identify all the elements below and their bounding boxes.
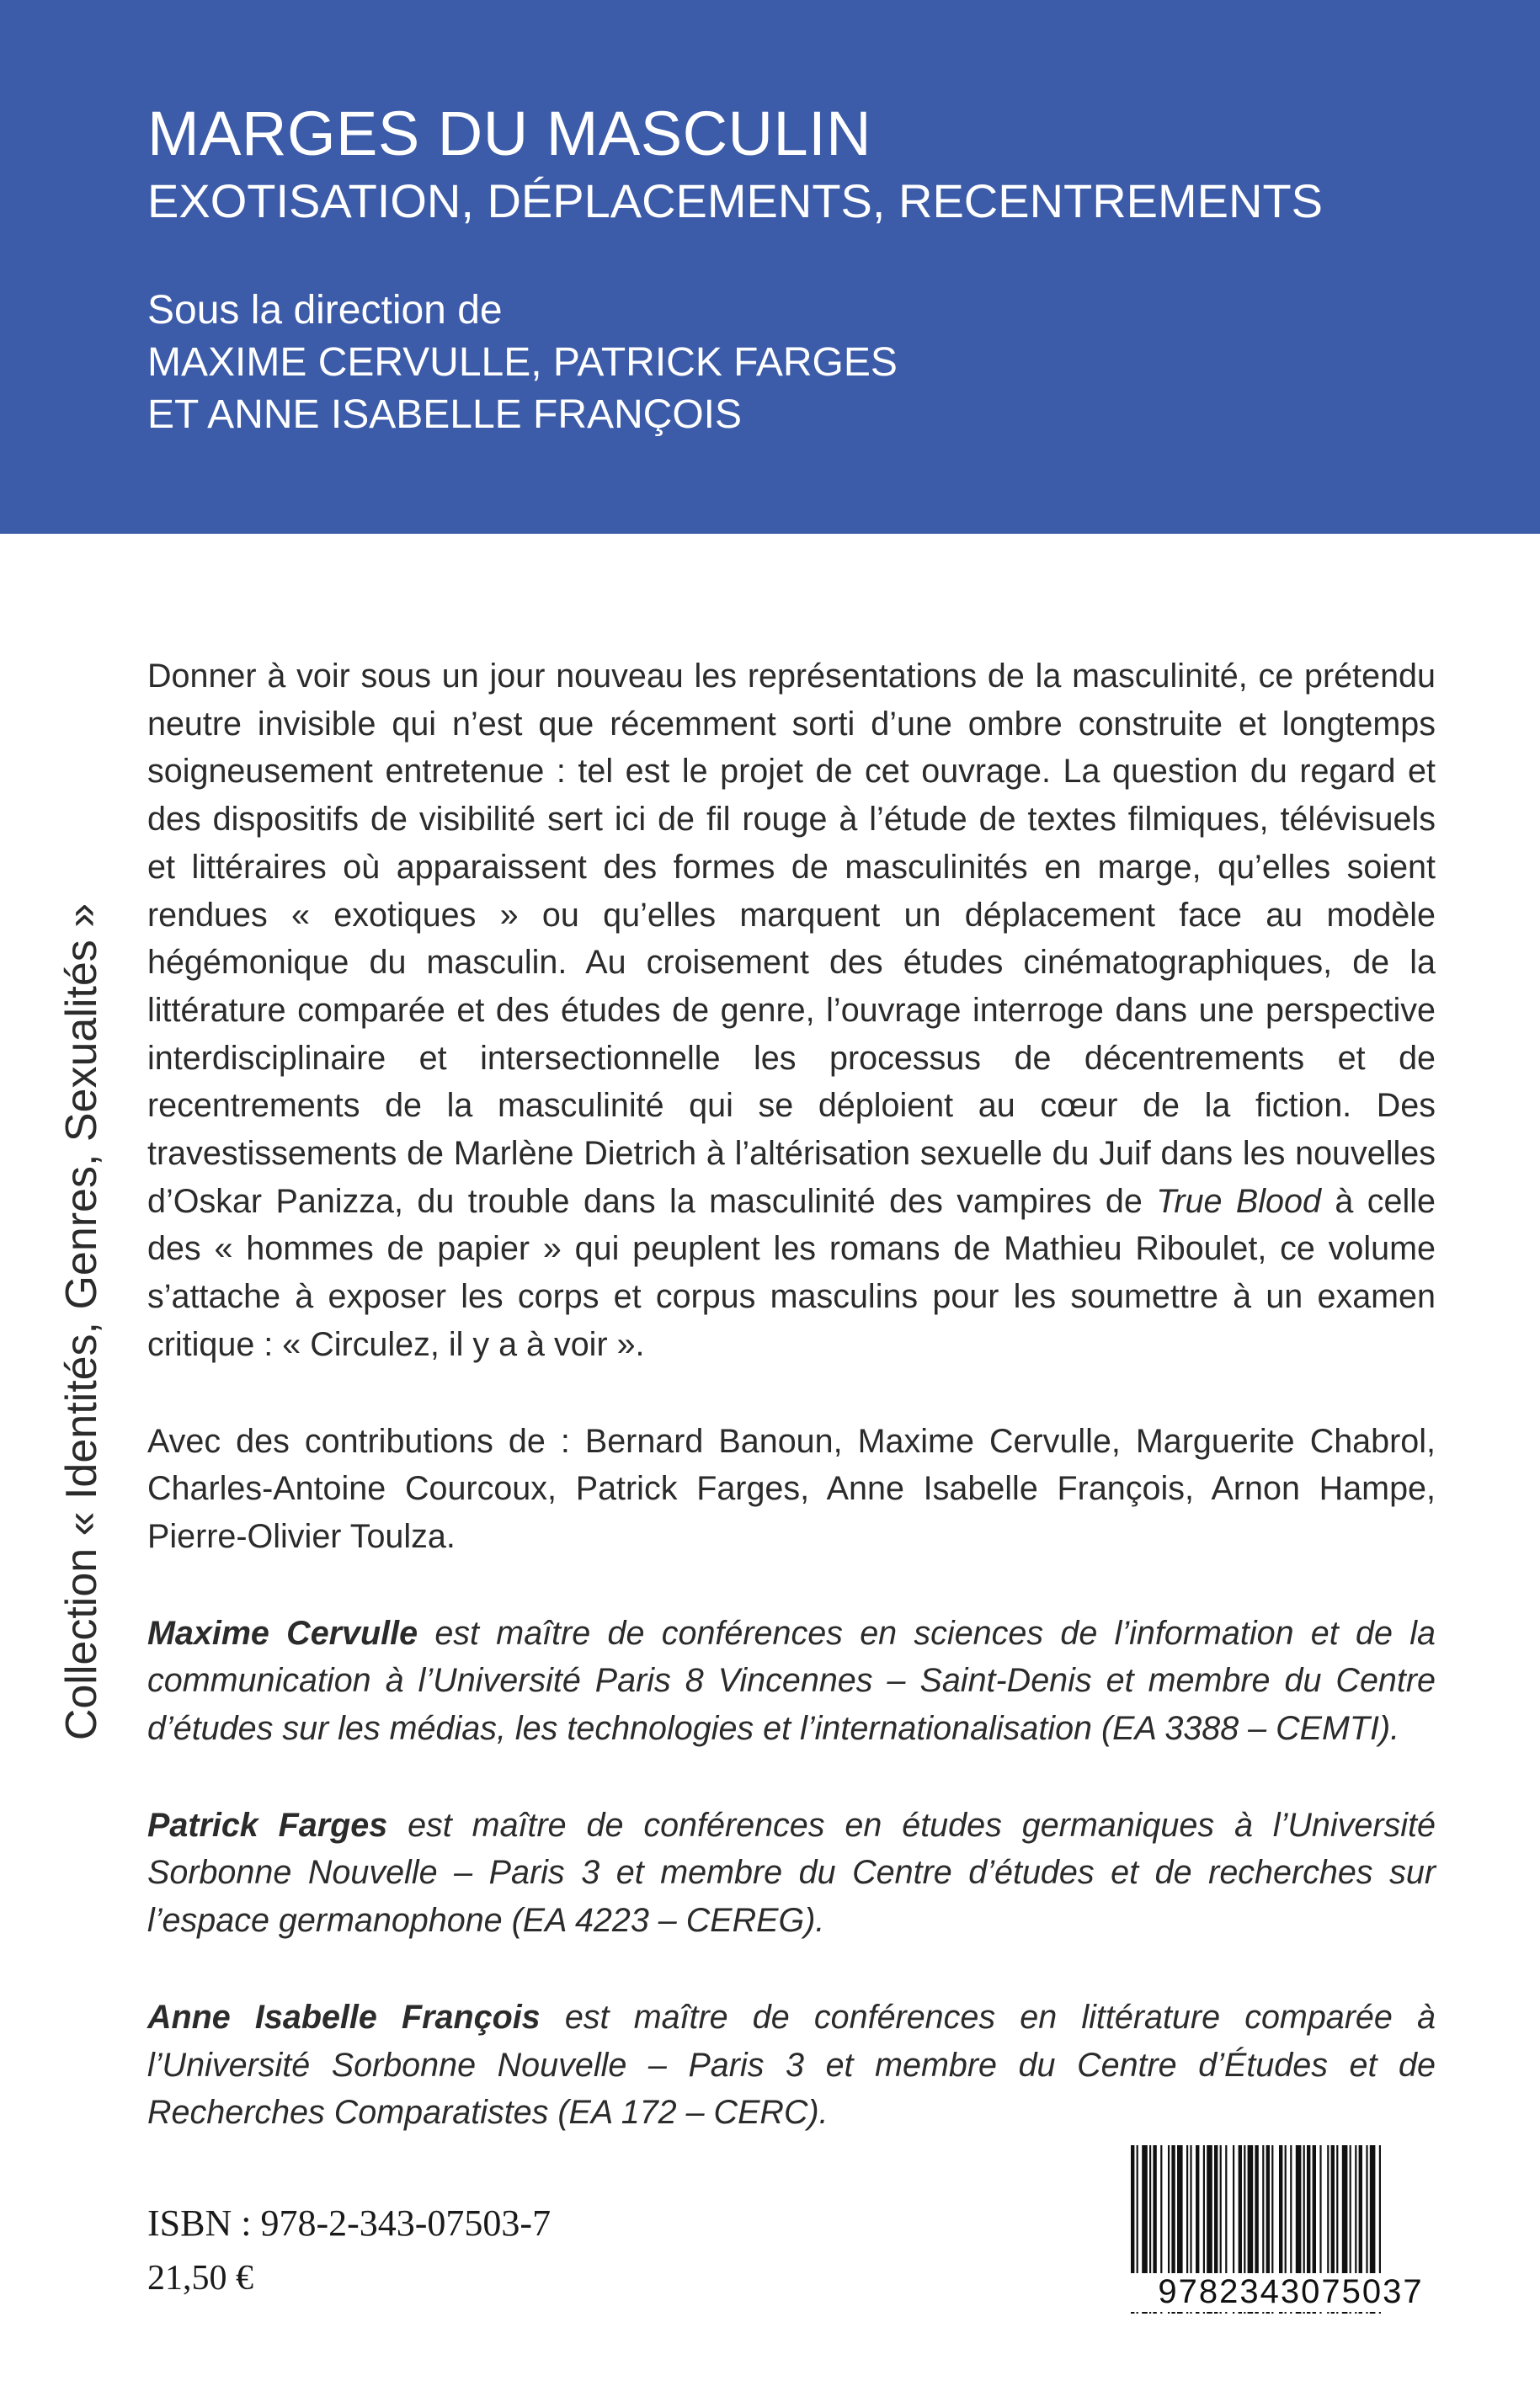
collection-label — [44, 884, 120, 1760]
direction-intro: Sous la direction de — [147, 288, 503, 333]
editors-line-1: MAXIME CERVULLE, PATRICK FARGES — [147, 340, 898, 385]
book-title: MARGES DU MASCULIN — [147, 99, 872, 168]
bio-cervulle — [147, 1610, 1436, 1753]
price: 21,50 € — [147, 2259, 253, 2298]
book-subtitle: EXOTISATION, DÉPLACEMENTS, RECENTREMENTS — [147, 174, 1324, 227]
isbn: ISBN : 978-2-343-07503-7 — [147, 2202, 552, 2244]
bio-francois — [147, 1994, 1436, 2137]
editors-line-2: ET ANNE ISABELLE FRANÇOIS — [147, 392, 743, 437]
bio-name: Anne Isabelle François — [147, 1998, 541, 2036]
summary-title-italic: True Blood — [1156, 1182, 1321, 1220]
bio-farges — [147, 1802, 1436, 1945]
editors-block — [147, 285, 898, 441]
summary-text-a: Donner à voir sous un jour nouveau les représentations de la masculinité, ce prétendu neutre invisible qui n’est que récemment sorti d’une ombre construite et longtemps soigneusement entretenue : tel est le projet de cet ouvrage. La question du regard et des dispositifs de visibilité sert ici de fil rouge à l’étude de textes filmiques, télévisuels et littéraires où apparaissent des formes de masculinités en marge, qu’elles soient rendues « exotiques » ou qu’elles marquent un déplacement face au modèle hégémonique du masculin. Au croisement des études cinématographiques, de la littérature comparée et des études de genre, l’ouvrage interroge dans une perspective interdisciplinaire et intersectionnelle les processus de décentrements et de recentrements de la masculinité qui se déploient au cœur de la fiction. Des travestissements de Marlène Dietrich à l’altérisation sexuelle du Juif dans les nouvelles d’Oskar Panizza, du trouble dans la masculinité des vampires de — [147, 658, 1436, 1220]
bio-text: est maître de conférences en études germaniques à l’Université Sorbonne Nouvelle – Paris 3 et membre du Centre d’études et de recherches sur l’espace germanophone (EA 4223 – CEREG). — [147, 1806, 1436, 1940]
bio-text: est maître de conférences en sciences de l’information et de la communication à l’Université Paris 8 Vincennes – Saint-Denis et membre du Centre d’études sur les médias, les technologies et l’internationalisation (EA 3388 – CEMTI). — [147, 1614, 1436, 1748]
barcode-number: 9782343075037 — [1101, 2273, 1480, 2312]
summary-text-b: à celle des « hommes de papier » qui peuplent les romans de Mathieu Riboulet, ce volume s’attache à exposer les corps et corpus masculins pour les soumettre à un examen critique : « Circulez, il y a à voir ». — [147, 1182, 1436, 1363]
contributors-paragraph: Avec des contributions de : Bernard Banoun, Maxime Cervulle, Marguerite Chabrol, Charles-Antoine Courcoux, Patrick Farges, Anne Isabelle François, Arnon Hampe, Pierre-Olivier Toulza. — [147, 1422, 1436, 1555]
bio-name: Patrick Farges — [147, 1806, 388, 1844]
summary-paragraph — [147, 652, 1436, 1369]
back-cover-text — [147, 652, 1436, 2137]
bio-text: est maître de conférences en littérature comparée à l’Université Sorbonne Nouvelle – Paris 3 et membre du Centre d’Études et de Recherches Comparatistes (EA 172 – CERC). — [147, 1998, 1436, 2132]
bio-name: Maxime Cervulle — [147, 1614, 418, 1652]
collection-text: Collection « Identités, Genres, Sexualités » — [57, 903, 106, 1741]
title-band — [0, 0, 1540, 534]
